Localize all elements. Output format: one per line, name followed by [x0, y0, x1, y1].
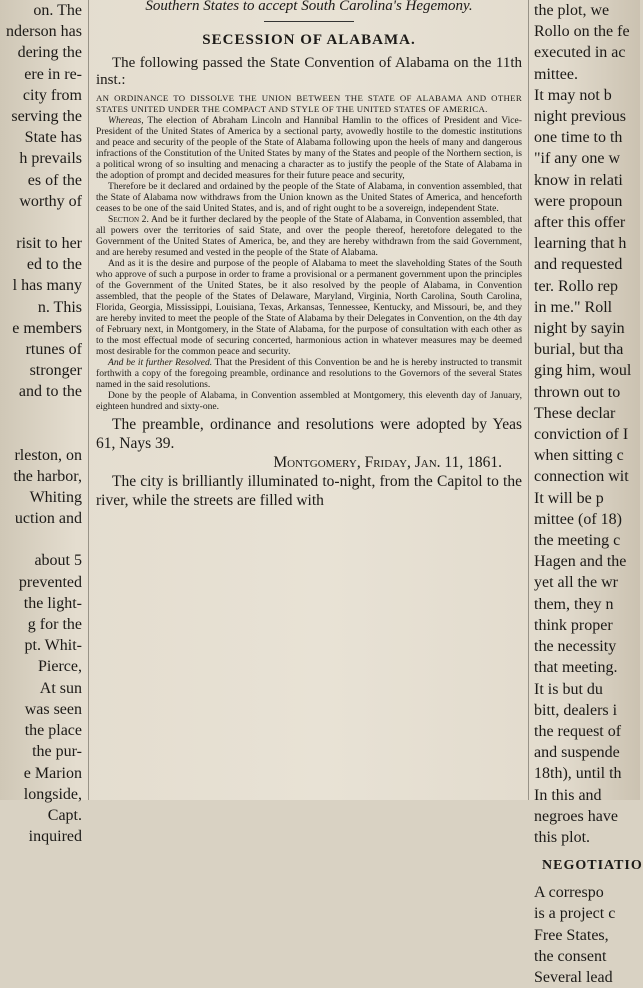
- column-line: Pierce,: [38, 658, 82, 676]
- column-line: inquired: [28, 828, 82, 846]
- column-line: e members: [12, 319, 82, 337]
- whereas-label: Whereas,: [108, 115, 144, 126]
- column-line: after this offer: [534, 214, 626, 232]
- column-line: serving the: [11, 108, 82, 126]
- column-line: mittee (of 18): [534, 510, 622, 528]
- column-line: rtunes of: [25, 341, 82, 359]
- column-line: the request of: [534, 722, 622, 740]
- column-line: them, they n: [534, 595, 614, 613]
- column-line: Capt.: [47, 806, 82, 824]
- column-line: e Marion: [23, 764, 82, 782]
- adopted-paragraph: The preamble, ordinance and resolutions were adopted by Yeas 61, Nays 39.: [96, 416, 522, 452]
- column-line: Whiting: [29, 489, 82, 507]
- negotiations-heading: NEGOTIATIO: [542, 858, 643, 874]
- column-line: nderson has: [6, 23, 82, 41]
- column-line: Free States,: [534, 926, 609, 944]
- column-line: the consent: [534, 947, 607, 965]
- column-line: [0, 212, 84, 233]
- column-line: It may not b: [534, 86, 612, 104]
- column-line: ging him, woul: [534, 362, 632, 380]
- column-line: that meeting.: [534, 659, 618, 677]
- column-line: worthy of: [19, 192, 82, 210]
- column-rule-right: [528, 0, 529, 800]
- column-line: bitt, dealers i: [534, 701, 618, 719]
- column-line: and suspende: [534, 744, 620, 762]
- column-line: conviction of I: [534, 426, 629, 444]
- section2-text: And be it further declared by the people of the State of Alabama, in Convention assembled, that all powers over the territories of said State, and over the people thereof, heretofore delegated to the Government of the United States of America, be, and they are hereby withdrawn from the said Government, and are hereby resumed and vested in the people of the State of Alabama.: [96, 214, 522, 258]
- article-intro: The following passed the State Convention of Alabama on the 11th inst.:: [96, 55, 522, 88]
- column-line: the harbor,: [13, 467, 82, 485]
- column-line: yet all the wr: [534, 574, 618, 592]
- column-line: the pur-: [32, 743, 82, 761]
- column-line: [0, 424, 84, 445]
- column-line: State has: [24, 129, 82, 147]
- column-line: [0, 529, 84, 550]
- section2-label: Section 2.: [108, 214, 149, 225]
- right-column-top: [532, 0, 640, 848]
- column-line: uction and: [14, 510, 82, 528]
- column-line: A correspo: [534, 884, 604, 902]
- therefore-paragraph: Therefore be it declared and ordained by the people of the State of Alabama, in convention assembled, that the State of Alabama now withdraws from the Union known as the United States of America, and henceforth ceases to be one of the said United States, and is, and of right ought to be a sovereign, independent State.: [96, 181, 522, 214]
- column-line: in me." Roll: [534, 298, 613, 316]
- column-line: negroes have: [534, 807, 618, 825]
- column-line: It will be p: [534, 489, 604, 507]
- desire-paragraph: And as it is the desire and purpose of the people of Alabama to meet the slaveholding States of the South who approve of such a purpose in order to frame a provisional or a permanent government upon the principles of the Government of the United States, be it also resolved by the people of Alabama, in Convention assembled, that the people of the States of Delaware, Maryland, Virginia, North Carolina, South Carolina, Florida, Georgia, Mississippi, Louisiana, Texas, Arkansas, Tennessee, Kentucky, and Missouri, be, and they are hereby invited to meet the people of the State of Alabama by their Delegates in Convention, on the 4th day of February next, in Montgomery, in the State of Alabama, for the purpose of consultation with each other as to the most effectual mode of securing concerted, harmonious action in whatever measures may be deemed most desirable for the common peace and security.: [96, 258, 522, 357]
- right-column: [532, 0, 643, 988]
- section2-paragraph: [96, 214, 522, 258]
- column-line: dering the: [17, 44, 82, 62]
- top-line: Southern States to accept South Carolina's Hegemony.: [145, 0, 473, 14]
- column-line: one time to th: [534, 129, 623, 147]
- column-line: Rollo on the fe: [534, 23, 630, 41]
- resolved-paragraph: [96, 357, 522, 390]
- column-line: the necessity: [534, 638, 617, 656]
- column-line: city from: [22, 86, 82, 104]
- main-column: [92, 0, 526, 510]
- dateline: Montgomery, Friday, Jan. 11, 1861.: [273, 454, 502, 471]
- column-line: stronger: [29, 362, 82, 380]
- column-line: 18th), until th: [534, 765, 622, 783]
- divider: [264, 21, 354, 22]
- column-line: on. The: [33, 2, 82, 19]
- column-line: [0, 403, 84, 424]
- column-line: g for the: [27, 616, 82, 634]
- column-line: burial, but tha: [534, 341, 624, 359]
- column-line: "if any one w: [534, 150, 621, 168]
- column-line: longside,: [23, 785, 82, 803]
- column-line: the light-: [23, 594, 82, 612]
- ordinance-text: [96, 93, 522, 412]
- column-line: Several lead: [534, 968, 613, 986]
- column-rule-left: [88, 0, 89, 800]
- column-line: ed to the: [26, 256, 82, 274]
- column-line: connection wit: [534, 468, 629, 486]
- column-line: n. This: [37, 298, 82, 316]
- resolved-text: That the President of this Convention be and he is hereby instructed to transmit forthwith a copy of the foregoing preamble, ordinance and resolutions to the Governors of the several States named in the said resolutions.: [96, 357, 522, 390]
- column-line: pt. Whit-: [24, 637, 82, 655]
- column-line: executed in ac: [534, 44, 626, 62]
- column-line: Hagen and the: [534, 553, 627, 571]
- whereas-paragraph: [96, 115, 522, 181]
- column-line: night previous: [534, 108, 626, 126]
- column-line: the place: [24, 722, 82, 740]
- column-line: It is but du: [534, 680, 603, 698]
- column-line: learning that h: [534, 235, 627, 253]
- column-line: and to the: [18, 383, 82, 401]
- column-line: this plot.: [534, 828, 591, 846]
- column-line: think proper: [534, 616, 613, 634]
- column-line: In this and: [534, 786, 602, 804]
- column-line: the plot, we: [534, 2, 610, 19]
- left-column: [0, 0, 84, 847]
- column-line: mittee.: [534, 65, 578, 83]
- resolved-label: And be it further Resolved.: [108, 357, 213, 368]
- city-paragraph: The city is brilliantly illuminated to-night, from the Capitol to the river, while the streets are filled with: [96, 473, 522, 509]
- done-by-paragraph: Done by the people of Alabama, in Convention assembled at Montgomery, this eleventh day of January, eighteen hundred and sixty-one.: [96, 390, 522, 412]
- column-line: was seen: [24, 700, 82, 718]
- column-line: rleston, on: [14, 446, 82, 464]
- column-line: about 5: [34, 552, 82, 570]
- column-line: when sitting c: [534, 447, 624, 465]
- column-line: ter. Rollo rep: [534, 277, 618, 295]
- column-line: risit to her: [16, 235, 82, 253]
- column-line: l has many: [12, 277, 82, 295]
- column-line: At sun: [39, 679, 82, 697]
- column-line: and requested: [534, 256, 623, 274]
- column-line: night by sayin: [534, 320, 625, 338]
- column-line: the meeting c: [534, 532, 621, 550]
- ordinance-title: AN ORDINANCE TO DISSOLVE THE UNION BETWEEN THE STATE OF ALABAMA AND OTHER STATES UNITED UNDER THE COMPACT AND STYLE OF THE UNITED STATES OF AMERICA.: [96, 93, 522, 114]
- column-line: know in relati: [534, 171, 623, 189]
- column-line: These declar: [534, 404, 616, 422]
- column-line: ere in re-: [24, 65, 82, 83]
- whereas-text: The election of Abraham Lincoln and Hannibal Hamlin to the offices of President and Vice-President of the United States of America by a sectional party, avowedly hostile to the domestic institutions and peace and security of the people of the State of Alabama following upon the heels of many and dangerous infractions of the Constitution of the United States by many of the States and people of the Northern section, is a political wrong of so insulting and menacing a character as to justify the people of the State of Alabama in the adoption of prompt and decided measures for their future peace and security,: [96, 115, 522, 181]
- column-line: were propoun: [534, 192, 623, 210]
- report-text: [96, 415, 522, 510]
- column-line: prevented: [18, 573, 82, 591]
- right-column-bottom: [532, 882, 640, 988]
- column-line: thrown out to: [534, 383, 621, 401]
- column-line: es of the: [27, 171, 82, 189]
- column-line: is a project c: [534, 905, 616, 923]
- column-line: h prevails: [19, 150, 82, 168]
- article-headline: SECESSION OF ALABAMA.: [202, 32, 416, 48]
